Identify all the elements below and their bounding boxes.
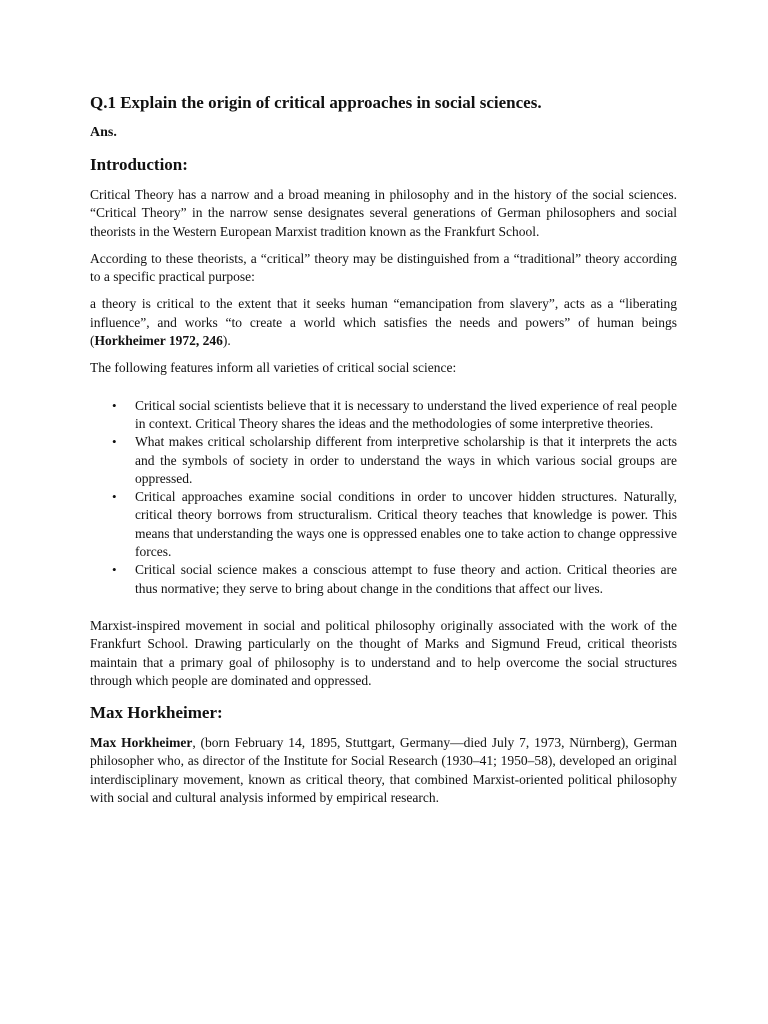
feature-text: Critical social science makes a conscious attempt to fuse theory and action. Critical theories are thus normative; they serve to bring about change in the conditions that affect our lives. <box>135 562 677 596</box>
list-item <box>90 397 677 434</box>
features-list <box>90 397 677 598</box>
list-item <box>90 488 677 561</box>
quote-tail: ). <box>222 333 231 349</box>
question-title: Q.1 Explain the origin of critical approaches in social sciences. <box>90 93 542 112</box>
document-page <box>90 92 677 816</box>
introduction-heading: Introduction: <box>90 155 188 174</box>
bullet-icon: • <box>112 434 117 450</box>
marxist-paragraph: Marxist-inspired movement in social and political philosophy originally associated with the work of the Frankfurt School. Drawing particularly on the thought of Marks and Sigmund Freud, critical theorists maintain that a primary goal of philosophy is to understand and to help overcome the social structures through which people are dominated and oppressed. <box>90 617 677 688</box>
max-horkheimer-text: , (born February 14, 1895, Stuttgart, Germany—died July 7, 1973, Nürnberg), German philosopher who, as director of the Institute for Social Research (1930–41; 1950–58), developed an original interdisciplinary movement, known as critical theory, that combined Marxist-oriented political philosophy with social and cultural analysis informed by empirical research. <box>90 735 677 806</box>
list-item <box>90 433 677 488</box>
theorists-paragraph: According to these theorists, a “critical” theory may be distinguished from a “traditional” theory according to a specific practical purpose: <box>90 250 677 285</box>
quote-citation: Horkheimer 1972, 246 <box>94 333 223 349</box>
feature-text: Critical social scientists believe that it is necessary to understand the lived experience of real people in context. Critical Theory shares the ideas and the methodologies of some interpretive theories. <box>135 397 677 431</box>
max-horkheimer-heading: Max Horkheimer: <box>90 703 223 723</box>
bullet-icon: • <box>112 397 117 413</box>
bullet-icon: • <box>112 562 117 578</box>
max-horkheimer-name: Max Horkheimer <box>90 735 193 751</box>
bullet-icon: • <box>112 489 117 505</box>
features-intro: The following features inform all varieties of critical social science: <box>90 360 457 376</box>
feature-text: What makes critical scholarship different from interpretive scholarship is that it interprets the acts and the symbols of society in order to understand the ways in which various social groups are oppressed. <box>135 434 677 486</box>
answer-label: Ans. <box>90 125 117 140</box>
feature-text: Critical approaches examine social conditions in order to uncover hidden structures. Naturally, critical theory borrows from structuralism. Critical theory teaches that knowledge is power. This means that understanding the ways one is oppressed enables one to take action to change oppressive forces. <box>135 489 677 560</box>
list-item <box>90 561 677 598</box>
intro-paragraph: Critical Theory has a narrow and a broad meaning in philosophy and in the history of the social sciences. “Critical Theory” in the narrow sense designates several generations of German philosophers and social theorists in the Western European Marxist tradition known as the Frankfurt School. <box>90 187 677 239</box>
max-horkheimer-paragraph <box>90 734 677 807</box>
quote-text: a theory is critical to the extent that it seeks human “emancipation from slavery”, acts as a “liberating influence”, and works “to create a world which satisfies the needs and powers” of human beings ( <box>90 296 677 349</box>
quote-paragraph <box>90 295 677 350</box>
